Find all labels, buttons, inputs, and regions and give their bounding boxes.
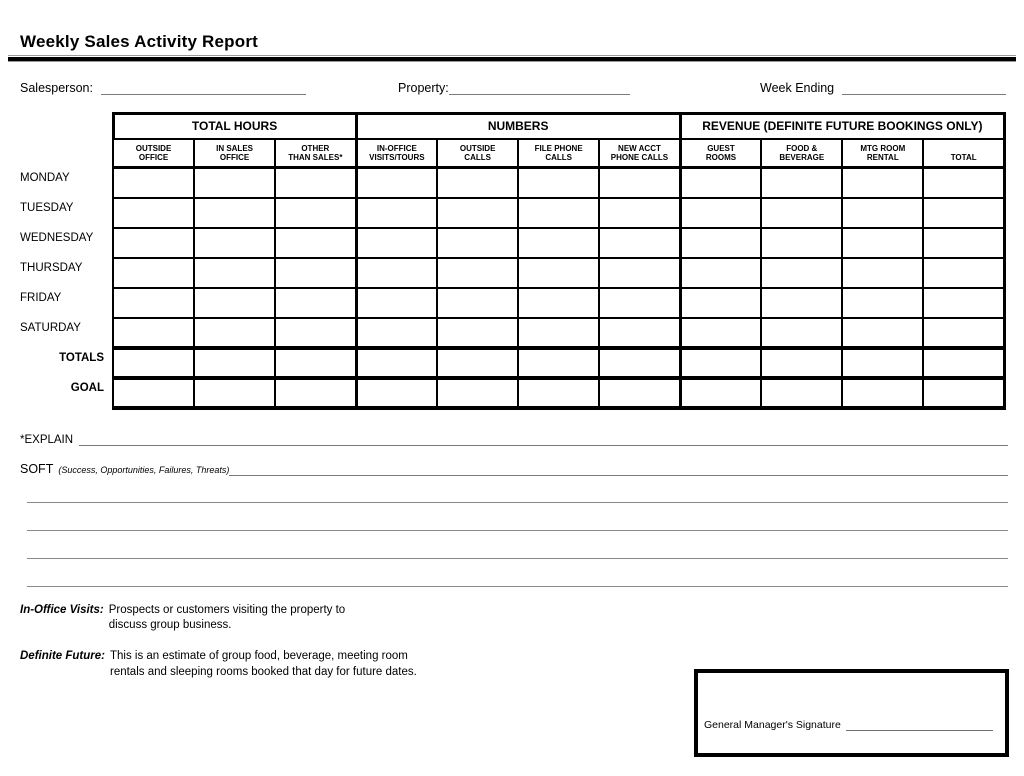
column-header-row xyxy=(18,139,1005,168)
definitions-section xyxy=(20,603,418,696)
table-cell[interactable] xyxy=(194,198,275,228)
soft-label: SOFT xyxy=(20,462,54,476)
definition-definite-future xyxy=(20,649,418,679)
table-cell[interactable] xyxy=(518,228,599,258)
table-cell[interactable] xyxy=(518,348,599,378)
table-cell[interactable] xyxy=(113,348,194,378)
row-label-thursday: THURSDAY xyxy=(18,258,113,288)
soft-field xyxy=(20,459,1008,476)
table-row-saturday xyxy=(18,318,1005,348)
definition-term: In-Office Visits: xyxy=(20,604,104,616)
table-cell[interactable] xyxy=(923,168,1004,198)
table-cell[interactable] xyxy=(599,258,680,288)
table-cell[interactable] xyxy=(275,318,356,348)
col-in-office-visits: IN-OFFICE VISITS/TOURS xyxy=(356,139,437,168)
col-guest-rooms: GUEST ROOMS xyxy=(680,139,761,168)
group-header-row xyxy=(18,114,1005,139)
table-cell[interactable] xyxy=(275,228,356,258)
writing-line[interactable] xyxy=(27,475,1008,503)
table-cell[interactable] xyxy=(842,288,923,318)
table-cell[interactable] xyxy=(356,348,437,378)
table-row-thursday xyxy=(18,258,1005,288)
table-cell[interactable] xyxy=(356,378,437,408)
row-label-friday: FRIDAY xyxy=(18,288,113,318)
table-cell[interactable] xyxy=(275,168,356,198)
table-cell[interactable] xyxy=(680,198,761,228)
table-cell[interactable] xyxy=(599,378,680,408)
table-cell[interactable] xyxy=(437,348,518,378)
table-row-monday xyxy=(18,168,1005,198)
salesperson-field xyxy=(20,79,306,95)
table-cell[interactable] xyxy=(194,318,275,348)
page-title: Weekly Sales Activity Report xyxy=(20,32,259,51)
col-other-than-sales: OTHER THAN SALES* xyxy=(275,139,356,168)
group-total-hours: TOTAL HOURS xyxy=(113,114,356,139)
col-file-phone-calls: FILE PHONE CALLS xyxy=(518,139,599,168)
table-cell[interactable] xyxy=(437,378,518,408)
table-cell[interactable] xyxy=(923,348,1004,378)
table-cell[interactable] xyxy=(599,198,680,228)
table-cell[interactable] xyxy=(680,378,761,408)
table-cell[interactable] xyxy=(437,198,518,228)
table-cell[interactable] xyxy=(518,318,599,348)
table-cell[interactable] xyxy=(680,168,761,198)
table-cell[interactable] xyxy=(761,198,842,228)
table-cell[interactable] xyxy=(923,198,1004,228)
definition-in-office-visits xyxy=(20,603,418,633)
table-cell[interactable] xyxy=(437,258,518,288)
signature-label: General Manager's Signature xyxy=(704,719,841,731)
week-ending-label: Week Ending xyxy=(760,81,835,95)
table-cell[interactable] xyxy=(437,228,518,258)
table-cell[interactable] xyxy=(599,348,680,378)
table-cell[interactable] xyxy=(113,318,194,348)
table-cell[interactable] xyxy=(437,288,518,318)
table-cell[interactable] xyxy=(518,378,599,408)
table-cell[interactable] xyxy=(842,318,923,348)
table-cell[interactable] xyxy=(761,258,842,288)
row-label-totals: TOTALS xyxy=(18,348,113,378)
col-total: TOTAL xyxy=(923,139,1004,168)
table-cell[interactable] xyxy=(923,228,1004,258)
table-cell[interactable] xyxy=(761,378,842,408)
table-cell[interactable] xyxy=(437,168,518,198)
table-cell[interactable] xyxy=(194,258,275,288)
table-cell[interactable] xyxy=(194,168,275,198)
table-cell[interactable] xyxy=(518,288,599,318)
group-revenue: REVENUE (DEFINITE FUTURE BOOKINGS ONLY) xyxy=(680,114,1004,139)
table-row-tuesday xyxy=(18,198,1005,228)
row-label-monday: MONDAY xyxy=(18,168,113,198)
table-cell[interactable] xyxy=(275,378,356,408)
table-cell[interactable] xyxy=(356,168,437,198)
table-cell[interactable] xyxy=(275,288,356,318)
signature-field xyxy=(704,719,993,731)
table-cell[interactable] xyxy=(113,228,194,258)
col-food-beverage: FOOD & BEVERAGE xyxy=(761,139,842,168)
group-numbers: NUMBERS xyxy=(356,114,680,139)
table-cell[interactable] xyxy=(842,348,923,378)
table-cell[interactable] xyxy=(113,168,194,198)
explain-input-line[interactable] xyxy=(79,433,1008,446)
signature-box xyxy=(694,669,1009,757)
table-cell[interactable] xyxy=(437,318,518,348)
table-row-wednesday xyxy=(18,228,1005,258)
table-cell[interactable] xyxy=(518,168,599,198)
table-cell[interactable] xyxy=(842,198,923,228)
explain-field xyxy=(20,430,1008,446)
row-label-goal: GOAL xyxy=(18,378,113,408)
definition-term: Definite Future: xyxy=(20,650,105,663)
table-cell[interactable] xyxy=(842,258,923,288)
table-cell[interactable] xyxy=(842,378,923,408)
col-new-acct-phone-calls: NEW ACCT PHONE CALLS xyxy=(599,139,680,168)
table-cell[interactable] xyxy=(599,318,680,348)
writing-line[interactable] xyxy=(27,559,1008,587)
table-cell[interactable] xyxy=(599,168,680,198)
table-cell[interactable] xyxy=(275,258,356,288)
table-cell[interactable] xyxy=(194,378,275,408)
table-cell[interactable] xyxy=(923,288,1004,318)
table-cell[interactable] xyxy=(194,228,275,258)
table-cell[interactable] xyxy=(356,288,437,318)
table-cell[interactable] xyxy=(599,228,680,258)
table-cell[interactable] xyxy=(356,198,437,228)
table-cell[interactable] xyxy=(113,288,194,318)
salesperson-label: Salesperson: xyxy=(20,81,93,95)
table-cell[interactable] xyxy=(761,318,842,348)
table-cell[interactable] xyxy=(923,318,1004,348)
definition-text: This is an estimate of group food, beverage, meeting room rentals and sleeping rooms booked that day for future dates. xyxy=(109,650,417,678)
table-cell[interactable] xyxy=(194,288,275,318)
table-cell[interactable] xyxy=(518,258,599,288)
table-cell[interactable] xyxy=(356,258,437,288)
property-field xyxy=(398,79,630,95)
table-cell[interactable] xyxy=(518,198,599,228)
table-cell[interactable] xyxy=(842,168,923,198)
table-cell[interactable] xyxy=(356,318,437,348)
table-cell[interactable] xyxy=(761,288,842,318)
property-label: Property: xyxy=(398,81,449,95)
table-row-totals xyxy=(18,348,1005,378)
table-cell[interactable] xyxy=(680,348,761,378)
property-input-line[interactable] xyxy=(449,82,630,95)
table-cell[interactable] xyxy=(923,378,1004,408)
writing-line[interactable] xyxy=(27,531,1008,559)
table-cell[interactable] xyxy=(842,228,923,258)
week-ending-input-line[interactable] xyxy=(842,82,1006,95)
col-outside-office: OUTSIDE OFFICE xyxy=(113,139,194,168)
table-cell[interactable] xyxy=(275,348,356,378)
table-cell[interactable] xyxy=(923,258,1004,288)
table-cell[interactable] xyxy=(761,228,842,258)
col-outside-calls: OUTSIDE CALLS xyxy=(437,139,518,168)
table-cell[interactable] xyxy=(599,288,680,318)
col-in-sales-office: IN SALES OFFICE xyxy=(194,139,275,168)
table-cell[interactable] xyxy=(680,318,761,348)
table-cell[interactable] xyxy=(113,198,194,228)
row-label-saturday: SATURDAY xyxy=(18,318,113,348)
table-cell[interactable] xyxy=(761,168,842,198)
table-row-goal xyxy=(18,378,1005,408)
table-cell[interactable] xyxy=(194,348,275,378)
signature-input-line[interactable] xyxy=(846,719,993,731)
week-ending-field xyxy=(760,79,1006,95)
row-label-wednesday: WEDNESDAY xyxy=(18,228,113,258)
row-label-tuesday: TUESDAY xyxy=(18,198,113,228)
soft-sublabel: (Success, Opportunities, Failures, Threats) xyxy=(58,465,230,475)
table-cell[interactable] xyxy=(680,258,761,288)
col-mtg-room-rental: MTG ROOM RENTAL xyxy=(842,139,923,168)
table-cell[interactable] xyxy=(680,288,761,318)
explain-label: *EXPLAIN xyxy=(20,434,74,446)
table-cell[interactable] xyxy=(680,228,761,258)
table-row-friday xyxy=(18,288,1005,318)
table-cell[interactable] xyxy=(113,378,194,408)
notes-writing-area xyxy=(27,475,1008,587)
activity-table xyxy=(18,112,1006,410)
table-cell[interactable] xyxy=(356,228,437,258)
title-divider-rule xyxy=(8,55,1016,62)
table-cell[interactable] xyxy=(275,198,356,228)
writing-line[interactable] xyxy=(27,503,1008,531)
definition-text: Prospects or customers visiting the property to discuss group business. xyxy=(108,604,346,632)
table-cell[interactable] xyxy=(113,258,194,288)
table-cell[interactable] xyxy=(761,348,842,378)
salesperson-input-line[interactable] xyxy=(101,82,306,95)
